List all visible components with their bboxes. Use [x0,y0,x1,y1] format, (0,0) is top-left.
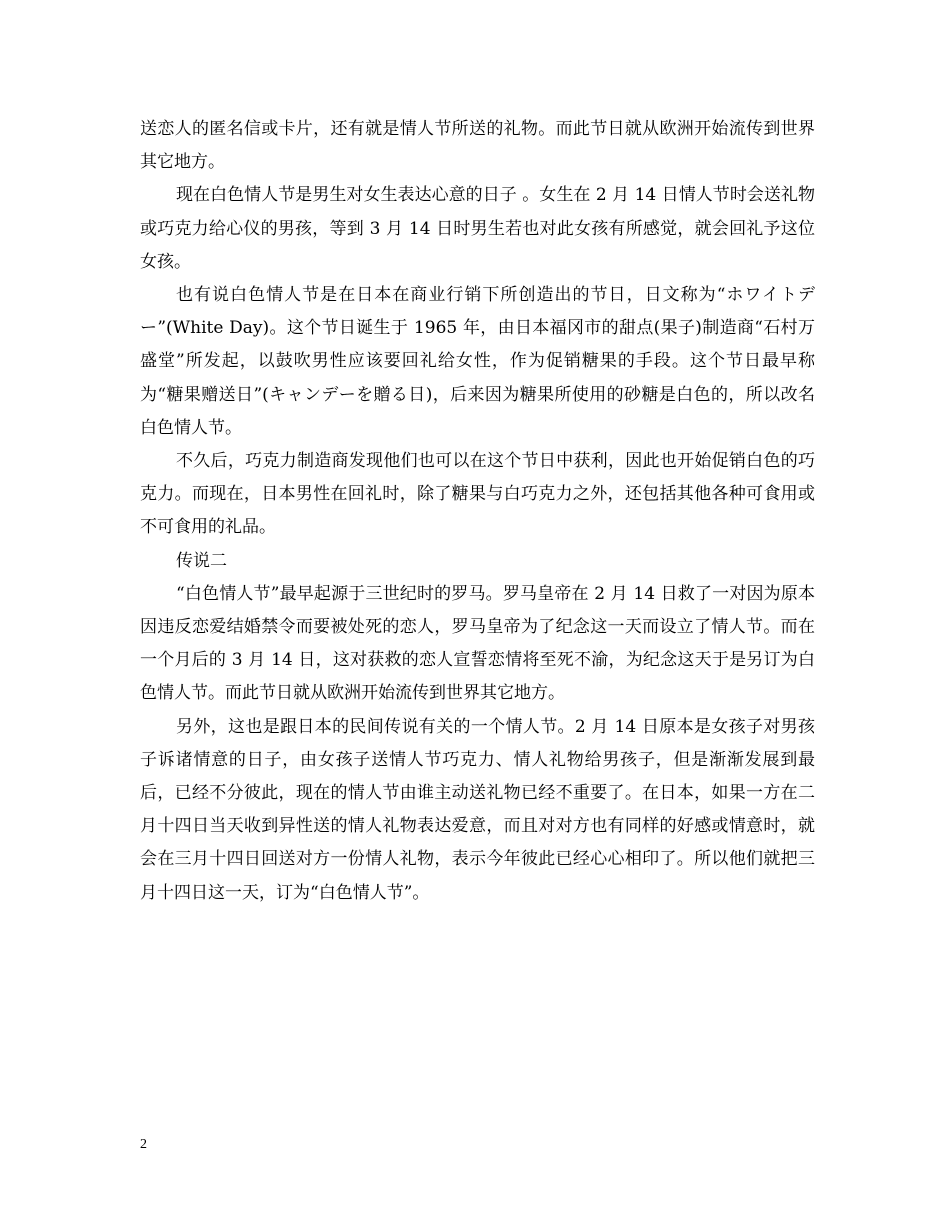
paragraph-japanese-folklore: 另外，这也是跟日本的民间传说有关的一个情人节。2 月 14 日原本是女孩子对男孩子诉诸情意的日子，由女孩子送情人节巧克力、情人礼物给男孩子，但是渐渐发展到最后，已经不分彼此，现在的情人节由谁主动送礼物已经不重要了。在日本，如果一方在二月十四日当天收到异性送的情人礼物表达爱意，而且对对方也有同样的好感或情意时，就会在三月十四日回送对方一份情人礼物，表示今年彼此已经心心相印了。所以他们就把三月十四日这一天，订为“白色情人节”。 [140,716,815,903]
paragraph-rome-origin: “白色情人节”最早起源于三世纪时的罗马。罗马皇帝在 2 月 14 日救了一对因为原本因违反恋爱结婚禁令而要被处死的恋人，罗马皇帝为了纪念这一天而设立了情人节。而在一个月后的 3 月 14 日，这对获救的恋人宣誓恋情将至死不渝，为纪念这天于是另订为白色情人节。而此节日就从欧洲开始流传到世界其它地方。 [140,583,815,704]
paragraph-japan-origin: 也有说白色情人节是在日本在商业行销下所创造出的节日，日文称为“ホワイトデー”(White Day)。这个节日诞生于 1965 年，由日本福冈市的甜点(果子)制造商“石村万盛堂”所发起，以鼓吹男性应该要回礼给女性，作为促销糖果的手段。这个节日最早称为“糖果赠送日”(キャンデーを贈る日)，后来因为糖果所使用的砂糖是白色的，所以改名白色情人节。 [140,285,815,438]
document-body [140,113,815,910]
page-number: 2 [140,1137,147,1152]
paragraph-continuation: 送恋人的匿名信或卡片，还有就是情人节所送的礼物。而此节日就从欧洲开始流传到世界其它地方。 [140,119,815,173]
section-heading-legend-two: 传说二 [176,550,227,571]
paragraph-white-day-meaning: 现在白色情人节是男生对女生表达心意的日子 。女生在 2 月 14 日情人节时会送礼物或巧克力给心仪的男孩，等到 3 月 14 日时男生若也对此女孩有所感觉，就会回礼予这位女孩。 [140,185,815,272]
paragraph-chocolate-makers: 不久后，巧克力制造商发现他们也可以在这个节日中获利，因此也开始促销白色的巧克力。而现在，日本男性在回礼时，除了糖果与白巧克力之外，还包括其他各种可食用或不可食用的礼品。 [140,451,815,538]
